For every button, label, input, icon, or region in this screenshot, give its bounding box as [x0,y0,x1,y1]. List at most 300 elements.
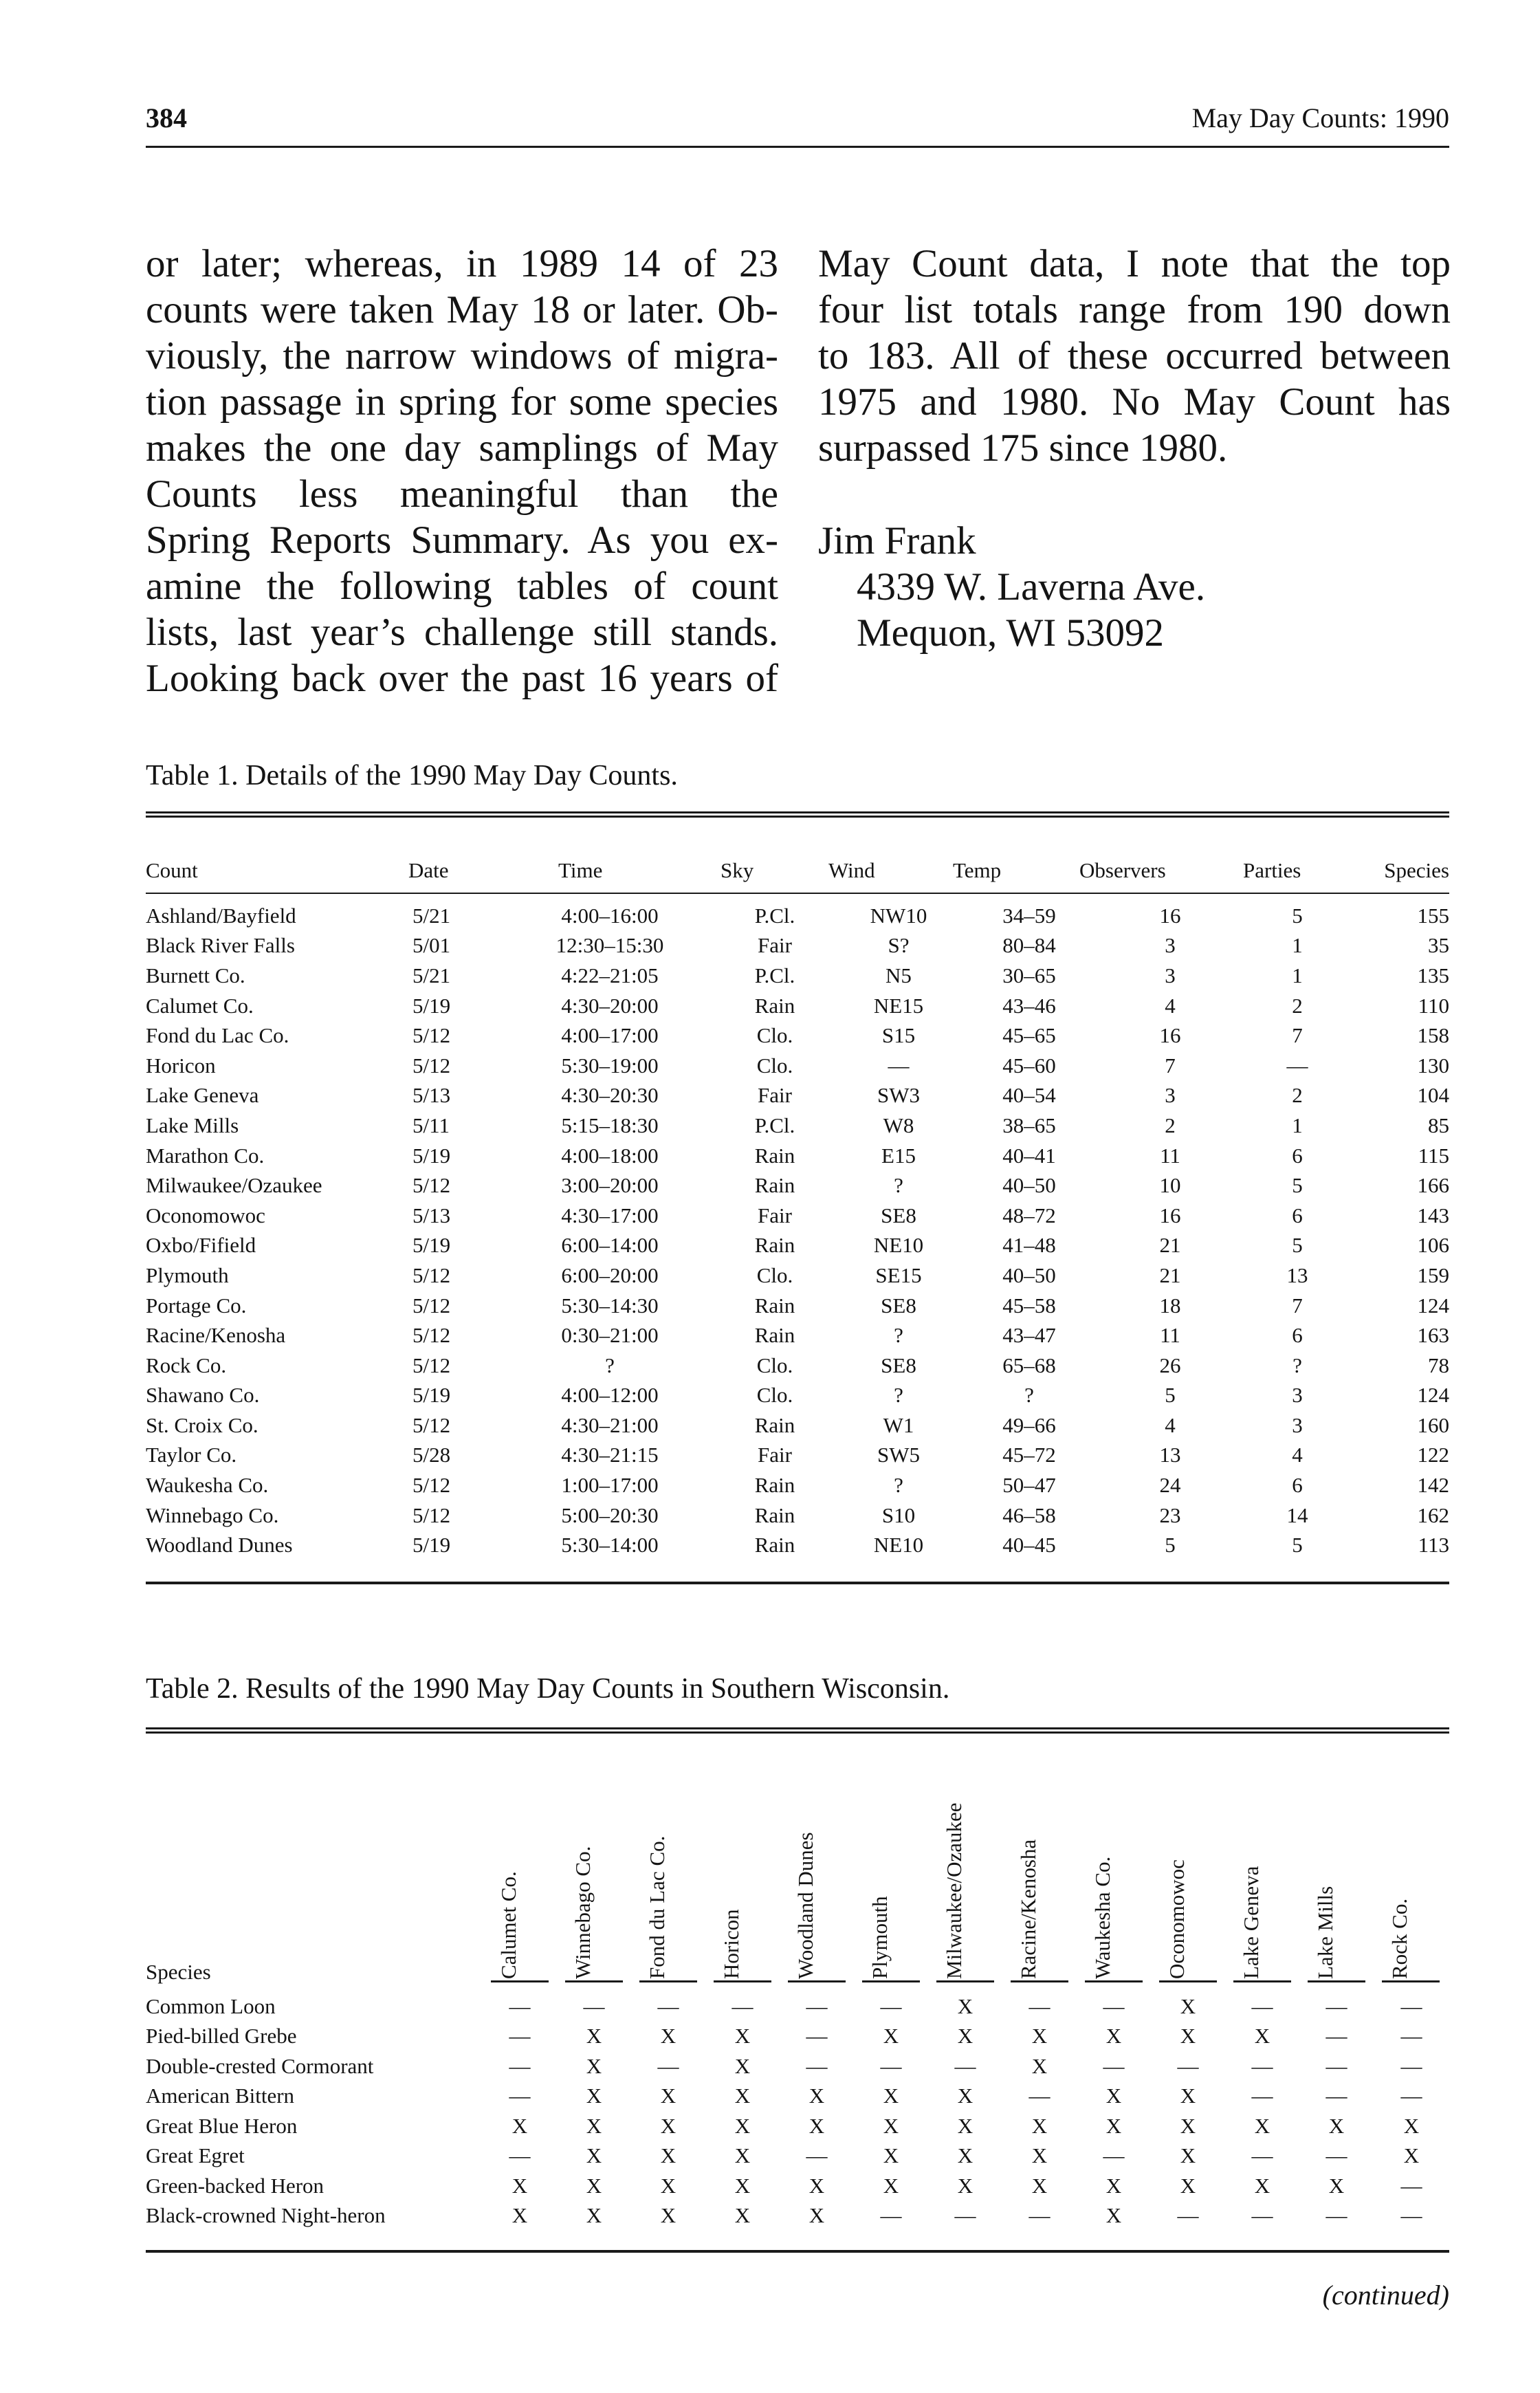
table-row [146,2201,1449,2231]
table1-cell: 4 [1165,993,1176,1018]
table2-mark: — [1326,1993,1348,2018]
table-row [146,1530,1449,1560]
table1-cell: SW3 [877,1083,920,1108]
table1-cell: 5/12 [412,1353,451,1377]
table1-cell: 5/12 [412,1263,451,1287]
table2-column-rule [714,1980,771,1988]
table2-mark: — [880,2203,902,2228]
table1-cell: ? [1292,1353,1302,1377]
table2-mark: X [957,1993,974,2018]
table1-cell: 4:30–17:00 [561,1203,659,1227]
table1-header-wind: Wind [828,858,875,882]
table2-mark: X [734,2053,751,2078]
table2-mark: — [1400,2203,1422,2228]
table2-column-header [1090,1752,1128,1979]
table1-cell: 40–50 [1002,1173,1056,1198]
table1-cell: 34–59 [1002,903,1056,928]
table1-cell: 5:30–19:00 [561,1053,659,1078]
table2-column-rule [565,1980,623,1988]
table2-column-rule [1159,1980,1217,1988]
table1-cell: 5 [1292,1533,1303,1558]
table2-column-label: Lake Geneva [1239,1866,1263,1979]
table1-cell: 4:30–21:00 [561,1412,659,1437]
table1-cell: 5/19 [412,1233,451,1258]
table1-cell: 16 [1159,1203,1181,1227]
table2-mark: X [1180,2024,1196,2048]
table2-mark: — [509,1993,531,2018]
table2-column-label: Milwaukee/Ozaukee [942,1802,966,1979]
table2-mark: X [1254,2113,1270,2138]
table1-cell: Fond du Lac Co. [146,1023,289,1048]
table2-mark: — [1326,2024,1348,2048]
table1-cell: — [1286,1053,1308,1078]
table2-mark: — [509,2084,531,2108]
table1-cell: 4:00–12:00 [561,1383,659,1408]
table1-cell: 5 [1292,1233,1303,1258]
table2-mark: X [957,2173,974,2198]
table2-caption: Table 2. Results of the 1990 May Day Counts in Southern Wisconsin. [146,1673,950,1705]
table1-cell: 4 [1292,1443,1303,1467]
table1-cell: S10 [881,1503,916,1527]
body-line: or later; whereas, in 1989 14 of 23 [146,242,778,285]
table2-column-header [571,1752,608,1979]
table2-column-header [1239,1752,1276,1979]
table1-cell: 166 [1417,1173,1449,1198]
table1-cell: 5/13 [412,1083,451,1108]
table1-cell: Calumet Co. [146,993,254,1018]
table2-mark: X [660,2024,676,2048]
table2-column-rule [1233,1980,1291,1988]
table1-cell: 110 [1418,993,1449,1018]
table-row [146,1020,1449,1051]
table2-species: American Bittern [146,2084,295,2108]
body-line: May Count data, I note that the top [818,242,1451,285]
table1-cell: 5/12 [412,1293,451,1318]
table1-cell: 4:30–20:00 [561,993,659,1018]
table1-cell: 6:00–14:00 [561,1233,659,1258]
table2-mark: — [1400,2084,1422,2108]
table1-cell: 5 [1292,1173,1303,1198]
table2-column-header [496,1752,534,1979]
table1-cell: 11 [1160,1323,1180,1348]
table2-mark: X [734,2203,751,2228]
table1-cell: Rain [754,1412,795,1437]
table2-column-header [793,1752,830,1979]
table1-cell: Marathon Co. [146,1143,265,1168]
table1-cell: 155 [1417,903,1449,928]
table2-mark: — [806,2143,828,2168]
table1-cell: Oxbo/Fifield [146,1233,256,1258]
table1-cell: 4 [1165,1412,1176,1437]
table1-cell: Milwaukee/Ozaukee [146,1173,322,1198]
table1-header-time: Time [558,858,603,882]
table2-mark: X [586,2053,602,2078]
table1-cell: Rain [754,1323,795,1348]
table2-column-label: Calumet Co. [496,1871,520,1979]
table1-cell: Fair [758,933,792,958]
table2-mark: X [808,2173,825,2198]
table1-cell: 21 [1159,1233,1181,1258]
table2-mark: — [880,2053,902,2078]
table2-mark: X [586,2173,602,2198]
body-line: Spring Reports Summary. As you ex- [146,518,778,562]
table2-mark: X [1180,2084,1196,2108]
table1-cell: 12:30–15:30 [556,933,664,958]
table1-cell: 143 [1417,1203,1449,1227]
table1-cell: 5 [1292,903,1303,928]
table2-column-label: Lake Mills [1313,1886,1337,1979]
table1-cell: 6 [1292,1323,1303,1348]
table2-mark: X [808,2203,825,2228]
table1-header-date: Date [408,858,449,882]
table2-column-header [1313,1752,1350,1979]
table1-cell: P.Cl. [754,963,795,987]
table2-mark: X [586,2084,602,2108]
table2-column-rule [862,1980,920,1988]
table1-header-species: Species [1384,858,1449,882]
table2-mark: — [1251,2084,1273,2108]
table2-species: Pied-billed Grebe [146,2024,297,2048]
table1-cell: SE8 [881,1293,916,1318]
table1-cell: 1:00–17:00 [561,1473,659,1498]
table1-cell: 162 [1417,1503,1449,1527]
table2-mark: — [509,2053,531,2078]
table2-mark: — [1103,1993,1125,2018]
table1-cell: 7 [1292,1023,1303,1048]
table1-cell: S15 [881,1023,916,1048]
table1-cell: Rain [754,993,795,1018]
table-row [146,2022,1449,2052]
table1-cell: 16 [1159,1023,1181,1048]
table1-cell: 30–65 [1002,963,1056,987]
table1-cell: 3 [1165,933,1176,958]
table2-mark: X [1403,2143,1420,2168]
table-row [146,2141,1449,2172]
table-row [146,961,1449,991]
table-row [146,1231,1449,1261]
table1-cell: 35 [1428,933,1449,958]
table2-mark: — [806,2053,828,2078]
table1-cell: 5 [1165,1533,1176,1558]
table1-cell: 124 [1417,1293,1449,1318]
table2-mark: X [660,2113,676,2138]
table1-cell: 3:00–20:00 [561,1173,659,1198]
table1-cell: Portage Co. [146,1293,247,1318]
table1-cell: Taylor Co. [146,1443,237,1467]
table1-cell: Lake Geneva [146,1083,259,1108]
table2-mark: X [734,2143,751,2168]
table-row [146,1470,1449,1500]
body-line: amine the following tables of count [146,565,778,608]
table-row [146,1291,1449,1321]
table2-mark: — [954,2203,976,2228]
table1-cell: 130 [1417,1053,1449,1078]
table-row [146,1500,1449,1531]
table1-cell: 13 [1286,1263,1308,1287]
table2-mark: X [512,2173,528,2198]
table1-cell: Plymouth [146,1263,229,1287]
table1-cell: Clo. [756,1263,793,1287]
table1-cell: SE15 [875,1263,922,1287]
table2-mark: — [509,2024,531,2048]
table2-mark: — [1400,2173,1422,2198]
page-header [146,96,1449,148]
table1-cell: 6 [1292,1203,1303,1227]
table1-cell: S? [888,933,910,958]
table1-cell: 78 [1428,1353,1449,1377]
table-row [146,1351,1449,1381]
table1-cell: 5/13 [412,1203,451,1227]
table1-cell: P.Cl. [754,903,795,928]
table1-cell: 5/21 [412,963,451,987]
page-number: 384 [146,102,187,133]
table2-mark: X [586,2143,602,2168]
table1-cell: 142 [1417,1473,1449,1498]
table1-cell: 38–65 [1002,1113,1056,1137]
table2-mark: X [660,2203,676,2228]
table2-column-rule [639,1980,697,1988]
table2-mark: X [1254,2024,1270,2048]
table2-species: Green-backed Heron [146,2173,324,2198]
table2-header [146,1738,1449,1986]
table2-header-species: Species [146,1960,211,1984]
table1-cell: 23 [1159,1503,1181,1527]
table2-mark: X [660,2173,676,2198]
table2-mark: X [734,2084,751,2108]
table2-mark: X [1180,2113,1196,2138]
table1-cell: NE10 [873,1533,924,1558]
table1-cell: 65–68 [1002,1353,1056,1377]
table1-cell: ? [1024,1383,1034,1408]
table1-cell: 50–47 [1002,1473,1056,1498]
table2-mark: — [806,2024,828,2048]
table1-cell: Horicon [146,1053,216,1078]
table1-cell: 40–41 [1002,1143,1056,1168]
table1-cell: 5/12 [412,1173,451,1198]
table2-column-rule [1085,1980,1143,1988]
table2-mark: X [1180,2143,1196,2168]
table1-cell: 113 [1418,1533,1449,1558]
table-row [146,1170,1449,1201]
table2-mark: — [1103,2053,1125,2078]
table1-cell: NE10 [873,1233,924,1258]
table1-cell: 45–58 [1002,1293,1056,1318]
table1-cell: Rain [754,1293,795,1318]
body-line: counts were taken May 18 or later. Ob- [146,288,778,331]
table2-mark: X [734,2173,751,2198]
table1-cell: NW10 [870,903,927,928]
table-row [146,1141,1449,1171]
table1-cell: 5/19 [412,993,451,1018]
table1-cell: Racine/Kenosha [146,1323,286,1348]
running-title: May Day Counts: 1990 [1191,102,1449,133]
table2-species: Great Blue Heron [146,2113,298,2138]
table1-cell: E15 [881,1143,916,1168]
table1-cell: Rain [754,1233,795,1258]
table2-column-label: Fond du Lac Co. [645,1835,669,1979]
table2-mark: — [657,1993,679,2018]
table1-cell: 5/28 [412,1443,451,1467]
table1-header-rule [146,893,1449,894]
table1-cell: Waukesha Co. [146,1473,269,1498]
table1-cell: 2 [1165,1113,1176,1137]
table-row [146,1410,1449,1441]
table1-cell: Rain [754,1503,795,1527]
table1-cell: 6 [1292,1473,1303,1498]
table1-cell: 5/12 [412,1053,451,1078]
table1-cell: 5/21 [412,903,451,928]
body-line: surpassed 175 since 1980. [818,426,1228,470]
table2-column-label: Rock Co. [1387,1898,1411,1979]
body-line: tion passage in spring for some species [146,380,778,424]
table1-cell: SW5 [877,1443,920,1467]
table-row [146,931,1449,961]
table1-cell: 4:22–21:05 [561,963,659,987]
table1-body [146,901,1449,1560]
table2-column-label: Oconomowoc [1165,1859,1189,1979]
table-row [146,1320,1449,1351]
table1-cell: 3 [1292,1412,1303,1437]
table2-mark: X [957,2143,974,2168]
table1-cell: Rock Co. [146,1353,227,1377]
table2-mark: — [1251,2203,1273,2228]
body-line: Looking back over the past 16 years of [146,657,778,700]
table1-cell: ? [894,1383,903,1408]
table-row [146,1081,1449,1111]
table1-cell: Black River Falls [146,933,295,958]
body-line: 1975 and 1980. No May Count has [818,380,1451,424]
table1-cell: Clo. [756,1053,793,1078]
table2-column-label: Racine/Kenosha [1016,1839,1040,1979]
table1-cell: 5:30–14:30 [561,1293,659,1318]
table2-mark: X [512,2113,528,2138]
table1-cell: 40–50 [1002,1263,1056,1287]
table1-cell: Fair [758,1443,792,1467]
table2-column-rule [491,1980,549,1988]
table1-cell: 5/19 [412,1533,451,1558]
table-row [146,1111,1449,1141]
table1-cell: 24 [1159,1473,1181,1498]
table2-mark: X [1180,2173,1196,2198]
table1-cell: Oconomowoc [146,1203,265,1227]
table1-cell: 85 [1428,1113,1449,1137]
table1-cell: 6:00–20:00 [561,1263,659,1287]
table2-mark: X [1328,2113,1345,2138]
table1-cell: P.Cl. [754,1113,795,1137]
table1-cell: N5 [886,963,912,987]
table1-cell: Rain [754,1473,795,1498]
table2-mark: — [1251,2143,1273,2168]
body-line: to 183. All of these occurred between [818,334,1451,378]
table2-column-header [942,1752,979,1979]
table1-cell: 40–54 [1002,1083,1056,1108]
table1-cell: 4:00–18:00 [561,1143,659,1168]
table1-cell: ? [894,1173,903,1198]
table1 [146,901,1449,1560]
table1-cell: Burnett Co. [146,963,245,987]
table2-top-rule [146,1727,1449,1734]
table2-mark: X [1031,2024,1048,2048]
table2-body [146,1991,1449,2231]
table1-cell: 4:30–21:15 [561,1443,659,1467]
table1-cell: 10 [1159,1173,1181,1198]
body-line: lists, last year’s challenge still stands. [146,611,778,654]
table1-cell: 5:15–18:30 [561,1113,659,1137]
table2-mark: X [734,2113,751,2138]
table1-cell: Rain [754,1173,795,1198]
table1-cell: 5 [1165,1383,1176,1408]
table1-cell: W1 [883,1412,914,1437]
table1-cell: 21 [1159,1263,1181,1287]
table1-cell: 46–58 [1002,1503,1056,1527]
table2-mark: X [957,2024,974,2048]
table2-mark: X [586,2113,602,2138]
table1-cell: St. Croix Co. [146,1412,258,1437]
table1-cell: W8 [883,1113,914,1137]
table1-cell: 48–72 [1002,1203,1056,1227]
table2-mark: X [1106,2203,1122,2228]
table1-cell: 2 [1292,1083,1303,1108]
table2-species: Great Egret [146,2143,245,2168]
table1-cell: 45–72 [1002,1443,1056,1467]
table1-header-sky: Sky [720,858,754,882]
table2-mark: — [880,1993,902,2018]
table2-column-rule [788,1980,846,1988]
table1-cell: 163 [1417,1323,1449,1348]
table1-cell: 115 [1418,1143,1449,1168]
table2-column-rule [1011,1980,1068,1988]
table-row [146,1381,1449,1411]
table1-cell: Shawano Co. [146,1383,260,1408]
table1-cell: 16 [1159,903,1181,928]
table2 [146,1991,1449,2231]
table1-top-rule [146,811,1449,818]
table1-cell: 41–48 [1002,1233,1056,1258]
table1-cell: 14 [1286,1503,1308,1527]
table1-cell: Clo. [756,1353,793,1377]
table2-mark: X [808,2113,825,2138]
table1-cell: 135 [1417,963,1449,987]
table2-mark: — [583,1993,605,2018]
table1-cell: ? [894,1323,903,1348]
table-row [146,1201,1449,1231]
table1-cell: 49–66 [1002,1412,1056,1437]
table-row [146,2171,1449,2201]
table2-mark: — [1028,2203,1050,2228]
table2-mark: X [660,2143,676,2168]
table1-caption: Table 1. Details of the 1990 May Day Counts. [146,760,678,791]
table1-cell: 1 [1292,963,1303,987]
table-row [146,1991,1449,2022]
table2-column-header [1165,1752,1202,1979]
table1-cell: 5/12 [412,1023,451,1048]
continued-note: (continued) [1322,2280,1449,2310]
table2-mark: X [883,2173,899,2198]
table1-cell: 160 [1417,1412,1449,1437]
table1-cell: 5/19 [412,1143,451,1168]
table2-mark: — [732,1993,754,2018]
signature-city: Mequon, WI 53092 [857,611,1164,655]
table2-mark: — [1028,1993,1050,2018]
table2-mark: — [806,1993,828,2018]
table1-cell: 45–60 [1002,1053,1056,1078]
table1-cell: SE8 [881,1203,916,1227]
table1-cell: 5/12 [412,1503,451,1527]
table2-mark: X [734,2024,751,2048]
table2-mark: X [1031,2113,1048,2138]
table2-mark: X [660,2084,676,2108]
table-row [146,2081,1449,2112]
